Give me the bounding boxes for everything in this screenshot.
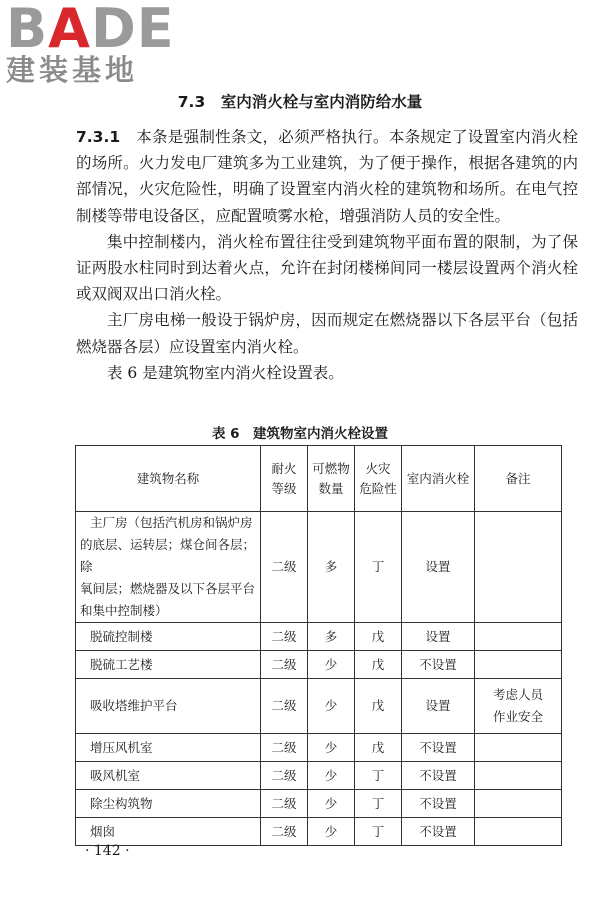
table-row — [76, 762, 562, 790]
cell-hydrant: 不设置 — [402, 762, 475, 790]
cell-hydrant: 设置 — [402, 623, 475, 651]
table-row — [76, 651, 562, 679]
cell-fire-resistance: 二级 — [261, 818, 308, 846]
header-hazard: 火灾 危险性 — [355, 446, 402, 512]
cell-fire-resistance: 二级 — [261, 734, 308, 762]
cell-hazard: 丁 — [355, 790, 402, 818]
cell-combustible: 少 — [308, 790, 355, 818]
cell-name: 脱硫工艺楼 — [76, 651, 261, 679]
header-combustible: 可燃物 数量 — [308, 446, 355, 512]
page-number: · 142 · — [85, 843, 130, 859]
cell-name: 脱硫控制楼 — [76, 623, 261, 651]
cell-fire-resistance: 二级 — [261, 512, 308, 623]
cell-hydrant: 不设置 — [402, 818, 475, 846]
cell-remarks — [475, 512, 562, 623]
cell-remarks — [475, 651, 562, 679]
header-fire-resistance: 耐火 等级 — [261, 446, 308, 512]
cell-name: 吸收塔维护平台 — [76, 679, 261, 734]
cell-hazard: 丁 — [355, 762, 402, 790]
clause-paragraph: 表 6 是建筑物室内消火栓设置表。 — [107, 363, 344, 382]
cell-remarks — [475, 623, 562, 651]
table-header-row — [76, 446, 562, 512]
cell-hydrant: 设置 — [402, 512, 475, 623]
header-hydrant: 室内消火栓 — [402, 446, 475, 512]
cell-hydrant: 不设置 — [402, 651, 475, 679]
table-row — [76, 679, 562, 734]
clause-paragraph: 7.3.1 本条是强制性条文，必须严格执行。本条规定了设置室内消火栓的场所。火力发电厂建筑多为工业建筑，为了便于操作，根据各建筑的内部情况，火灾危险性，明确了设置室内消火栓的建筑物和场所。在电气控制楼等带电设备区，应配置喷雾水枪，增强消防人员的安全性。 — [76, 128, 578, 225]
table-row — [76, 734, 562, 762]
cell-name: 除尘构筑物 — [76, 790, 261, 818]
cell-fire-resistance: 二级 — [261, 623, 308, 651]
cell-hazard: 丁 — [355, 512, 402, 623]
table-row — [76, 790, 562, 818]
cell-hydrant: 不设置 — [402, 790, 475, 818]
cell-hydrant: 设置 — [402, 679, 475, 734]
cell-combustible: 多 — [308, 512, 355, 623]
cell-combustible: 少 — [308, 734, 355, 762]
table-row — [76, 623, 562, 651]
bade-logo — [6, 2, 178, 86]
cell-remarks — [475, 818, 562, 846]
cell-name: 主厂房（包括汽机房和锅炉房 的底层、运转层；煤仓间各层；除 氧间层；燃烧器及以下各层平台 和集中控制楼） — [76, 512, 261, 623]
clause-body — [76, 124, 578, 386]
cell-combustible: 少 — [308, 762, 355, 790]
logo-subtitle: 建装基地 — [6, 53, 139, 87]
cell-combustible: 少 — [308, 818, 355, 846]
header-name: 建筑物名称 — [76, 446, 261, 512]
cell-combustible: 多 — [308, 623, 355, 651]
cell-remarks — [475, 734, 562, 762]
table-row — [76, 512, 562, 623]
cell-name: 烟囱 — [76, 818, 261, 846]
hydrant-table — [75, 445, 562, 846]
cell-combustible: 少 — [308, 651, 355, 679]
cell-name: 增压风机室 — [76, 734, 261, 762]
table-row — [76, 818, 562, 846]
table-caption: 表 6 建筑物室内消火栓设置 — [211, 426, 389, 442]
cell-fire-resistance: 二级 — [261, 651, 308, 679]
cell-hazard: 戊 — [355, 623, 402, 651]
cell-remarks — [475, 790, 562, 818]
clause-paragraph: 集中控制楼内，消火栓布置往往受到建筑物平面布置的限制，为了保证两股水柱同时到达着火点，允许在封闭楼梯间同一楼层设置两个消火栓或双阀双出口消火栓。 — [76, 232, 578, 304]
cell-fire-resistance: 二级 — [261, 762, 308, 790]
cell-remarks — [475, 762, 562, 790]
section-title: 7.3 室内消火栓与室内消防给水量 — [177, 93, 423, 111]
cell-combustible: 少 — [308, 679, 355, 734]
header-remarks: 备注 — [475, 446, 562, 512]
cell-hazard: 丁 — [355, 818, 402, 846]
cell-fire-resistance: 二级 — [261, 790, 308, 818]
cell-fire-resistance: 二级 — [261, 679, 308, 734]
clause-paragraph: 主厂房电梯一般设于锅炉房，因而规定在燃烧器以下各层平台（包括燃烧器各层）应设置室内消火栓。 — [76, 311, 578, 356]
cell-name: 吸风机室 — [76, 762, 261, 790]
cell-remarks: 考虑人员 作业安全 — [475, 679, 562, 734]
cell-hazard: 戊 — [355, 734, 402, 762]
cell-hazard: 戊 — [355, 651, 402, 679]
clause-number: 7.3.1 — [76, 128, 121, 146]
cell-hazard: 戊 — [355, 679, 402, 734]
logo-wordmark: BADE — [6, 0, 175, 60]
cell-hydrant: 不设置 — [402, 734, 475, 762]
